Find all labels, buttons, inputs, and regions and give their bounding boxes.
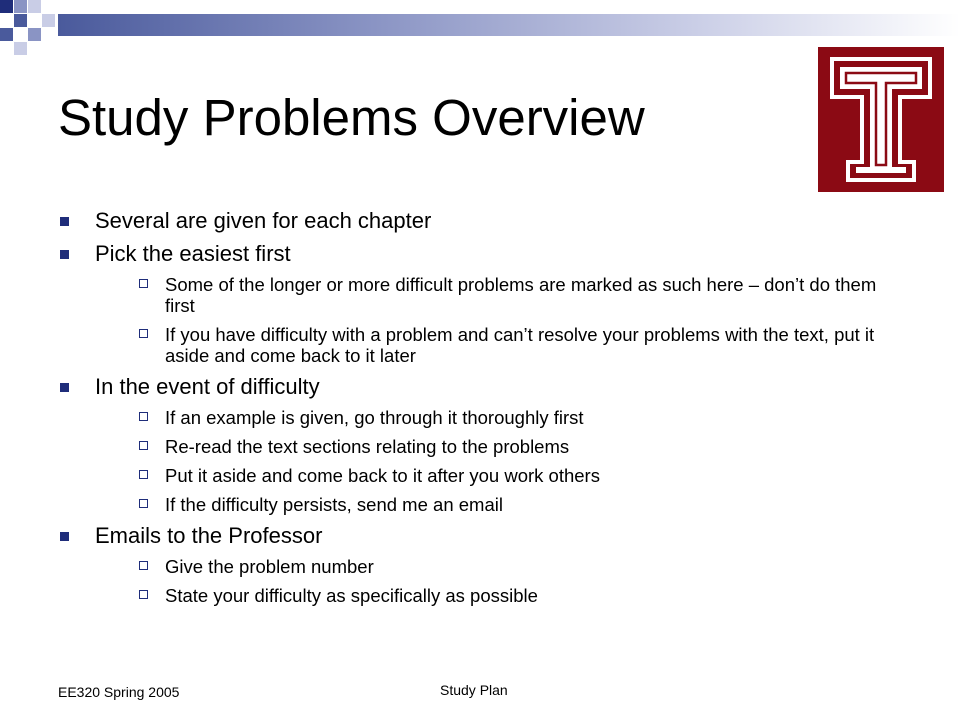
slide-title: Study Problems Overview xyxy=(58,89,645,146)
sub-bullet-item xyxy=(95,585,900,606)
bullet-item xyxy=(60,241,900,366)
corner-square xyxy=(28,28,41,41)
square-bullet-icon xyxy=(60,383,69,392)
sub-bullet-text: If the difficulty persists, send me an email xyxy=(165,494,503,515)
sub-bullet-text: If an example is given, go through it thoroughly first xyxy=(165,407,584,428)
header-band xyxy=(58,14,960,36)
sub-bullet-item xyxy=(95,274,900,316)
sub-bullet-list xyxy=(95,274,900,366)
slide-content xyxy=(60,208,900,614)
bullet-text: Pick the easiest first xyxy=(95,241,291,266)
bullet-item xyxy=(60,374,900,515)
corner-square xyxy=(42,14,55,27)
square-bullet-icon xyxy=(60,217,69,226)
sub-bullet-item xyxy=(95,324,900,366)
corner-square xyxy=(0,28,13,41)
bullet-item xyxy=(60,208,900,234)
sub-bullet-list xyxy=(95,556,900,606)
hollow-square-bullet-icon xyxy=(139,329,148,338)
sub-bullet-text: Some of the longer or more difficult problems are marked as such here – don’t do them first xyxy=(165,274,877,316)
bullet-item xyxy=(60,523,900,606)
hollow-square-bullet-icon xyxy=(139,561,148,570)
sub-bullet-text: Re-read the text sections relating to the problems xyxy=(165,436,570,457)
sub-bullet-item xyxy=(95,436,900,457)
corner-square xyxy=(14,0,27,13)
sub-bullet-list xyxy=(95,407,900,515)
corner-square xyxy=(14,14,27,27)
sub-bullet-text: Put it aside and come back to it after you work others xyxy=(165,465,600,486)
square-bullet-icon xyxy=(60,250,69,259)
hollow-square-bullet-icon xyxy=(139,412,148,421)
hollow-square-bullet-icon xyxy=(139,279,148,288)
sub-bullet-item xyxy=(95,494,900,515)
hollow-square-bullet-icon xyxy=(139,499,148,508)
temple-t-logo-icon xyxy=(818,47,944,192)
sub-bullet-item xyxy=(95,407,900,428)
square-bullet-icon xyxy=(60,532,69,541)
corner-square xyxy=(28,0,41,13)
bullet-text: In the event of difficulty xyxy=(95,374,320,399)
sub-bullet-item xyxy=(95,556,900,577)
hollow-square-bullet-icon xyxy=(139,590,148,599)
hollow-square-bullet-icon xyxy=(139,441,148,450)
sub-bullet-item xyxy=(95,465,900,486)
footer-topic: Study Plan xyxy=(440,682,508,698)
sub-bullet-text: If you have difficulty with a problem and can’t resolve your problems with the text, put it aside and come back to it later xyxy=(165,324,875,366)
sub-bullet-text: Give the problem number xyxy=(165,556,374,577)
bullet-text: Emails to the Professor xyxy=(95,523,323,548)
bullet-text: Several are given for each chapter xyxy=(95,208,432,233)
sub-bullet-text: State your difficulty as specifically as possible xyxy=(165,585,538,606)
footer-course: EE320 Spring 2005 xyxy=(58,684,180,700)
hollow-square-bullet-icon xyxy=(139,470,148,479)
corner-square xyxy=(14,42,27,55)
corner-square xyxy=(0,0,13,13)
